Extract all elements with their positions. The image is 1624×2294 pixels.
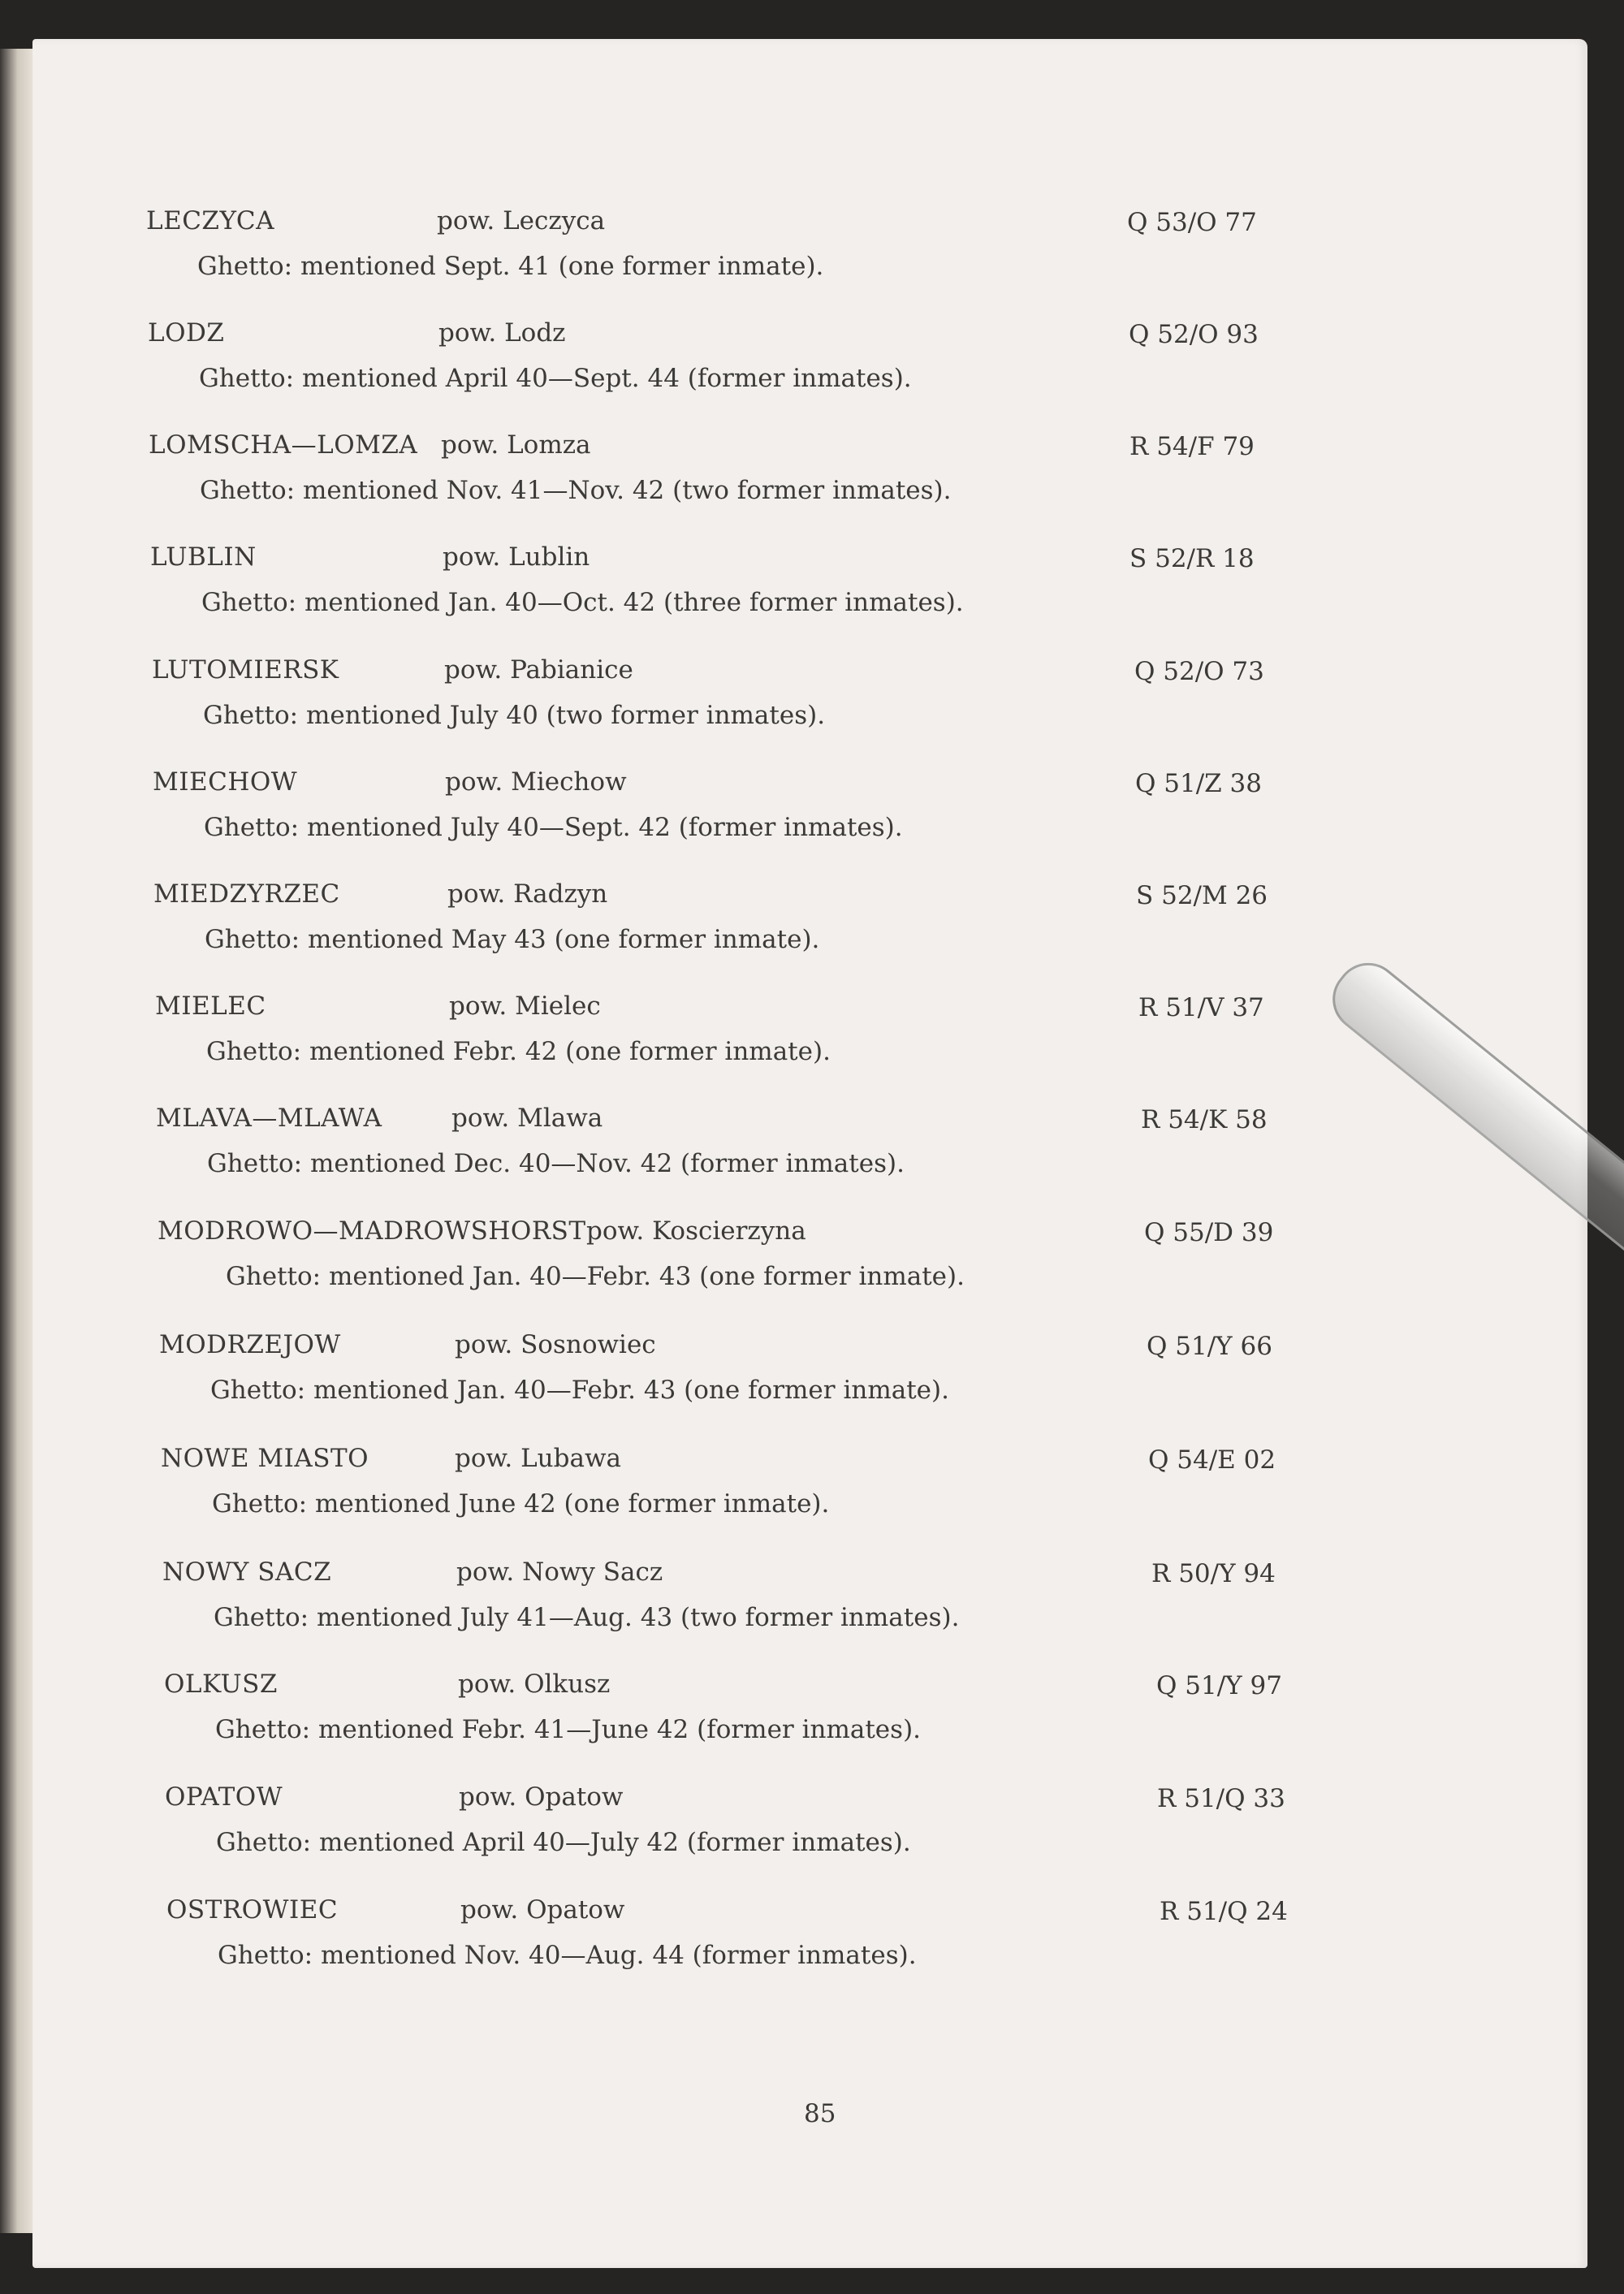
grid-reference: Q 53/O 77 (1127, 208, 1257, 237)
grid-reference: R 54/F 79 (1129, 432, 1255, 461)
grid-reference: Q 51/Y 66 (1147, 1332, 1272, 1361)
district-name: pow. Opatow (460, 1895, 625, 1925)
grid-reference: R 51/V 37 (1138, 993, 1264, 1022)
district-name: pow. Nowy Sacz (456, 1557, 663, 1587)
district-name: pow. Miechow (445, 767, 627, 797)
place-name: NOWY SACZ (162, 1557, 332, 1587)
district-name: pow. Lomza (441, 430, 591, 460)
district-name: pow. Sosnowiec (455, 1330, 656, 1359)
place-name: LOMSCHA—LOMZA (149, 430, 418, 460)
place-name: OSTROWIEC (166, 1895, 339, 1925)
place-name: OLKUSZ (164, 1670, 278, 1699)
ghetto-detail: Ghetto: mentioned Jan. 40—Febr. 43 (one former inmate). (226, 1262, 965, 1291)
grid-reference: R 51/Q 33 (1157, 1784, 1285, 1813)
ghetto-detail: Ghetto: mentioned Nov. 40—Aug. 44 (former inmates). (218, 1941, 917, 1970)
place-name: MODRZEJOW (159, 1330, 341, 1359)
ghetto-detail: Ghetto: mentioned April 40—Sept. 44 (former inmates). (199, 364, 912, 393)
place-name: MIECHOW (153, 767, 298, 797)
grid-reference: R 51/Q 24 (1160, 1897, 1288, 1926)
place-name: LUBLIN (150, 542, 257, 572)
grid-reference: R 50/Y 94 (1151, 1559, 1276, 1588)
ghetto-detail: Ghetto: mentioned July 41—Aug. 43 (two former inmates). (214, 1603, 960, 1632)
place-name: OPATOW (165, 1782, 283, 1812)
district-name: pow. Lodz (438, 318, 566, 348)
ghetto-detail: Ghetto: mentioned April 40—July 42 (former inmates). (216, 1828, 911, 1857)
grid-reference: Q 52/O 73 (1134, 657, 1264, 686)
page-number: 85 (804, 2099, 836, 2128)
ghetto-detail: Ghetto: mentioned July 40 (two former inmates). (203, 701, 826, 730)
district-name: pow. Opatow (459, 1782, 624, 1812)
district-name: pow. Mielec (449, 991, 601, 1021)
grid-reference: Q 51/Z 38 (1135, 769, 1262, 798)
district-name: pow. Radzyn (447, 879, 608, 909)
ghetto-detail: Ghetto: mentioned June 42 (one former inmate). (212, 1489, 830, 1519)
place-name: MIELEC (155, 991, 266, 1021)
place-name: LODZ (148, 318, 225, 348)
district-name: pow. Lublin (443, 542, 590, 572)
ghetto-detail: Ghetto: mentioned Febr. 41—June 42 (former inmates). (215, 1715, 922, 1744)
grid-reference: S 52/R 18 (1129, 544, 1255, 573)
district-name: pow. Leczyca (437, 206, 606, 235)
ghetto-detail: Ghetto: mentioned Nov. 41—Nov. 42 (two former inmates). (200, 476, 952, 505)
place-name: LECZYCA (146, 206, 275, 235)
grid-reference: Q 55/D 39 (1144, 1218, 1274, 1247)
district-name: pow. Mlawa (451, 1104, 603, 1133)
book-page (32, 39, 1587, 2268)
place-name: LUTOMIERSK (152, 655, 339, 685)
ghetto-detail: Ghetto: mentioned Dec. 40—Nov. 42 (former inmates). (207, 1149, 905, 1178)
place-name: MLAVA—MLAWA (156, 1104, 382, 1133)
grid-reference: R 54/K 58 (1141, 1105, 1268, 1134)
district-name: pow. Koscierzyna (586, 1216, 806, 1246)
place-name: MIEDZYRZEC (153, 879, 340, 909)
ghetto-detail: Ghetto: mentioned Febr. 42 (one former inmate). (206, 1037, 831, 1066)
ghetto-detail: Ghetto: mentioned July 40—Sept. 42 (former inmates). (204, 813, 903, 842)
ghetto-detail: Ghetto: mentioned Jan. 40—Oct. 42 (three former inmates). (201, 588, 964, 617)
district-name: pow. Olkusz (458, 1670, 611, 1699)
place-name: MODROWO—MADROWSHORST (158, 1216, 586, 1246)
ghetto-detail: Ghetto: mentioned Jan. 40—Febr. 43 (one former inmate). (210, 1376, 949, 1405)
district-name: pow. Pabianice (444, 655, 633, 685)
district-name: pow. Lubawa (455, 1444, 621, 1473)
grid-reference: Q 51/Y 97 (1156, 1671, 1282, 1700)
place-name: NOWE MIASTO (161, 1444, 369, 1473)
grid-reference: Q 52/O 93 (1129, 320, 1259, 349)
ghetto-detail: Ghetto: mentioned Sept. 41 (one former inmate). (197, 252, 824, 281)
grid-reference: Q 54/E 02 (1148, 1445, 1276, 1475)
ghetto-detail: Ghetto: mentioned May 43 (one former inmate). (205, 925, 820, 954)
grid-reference: S 52/M 26 (1136, 881, 1268, 910)
